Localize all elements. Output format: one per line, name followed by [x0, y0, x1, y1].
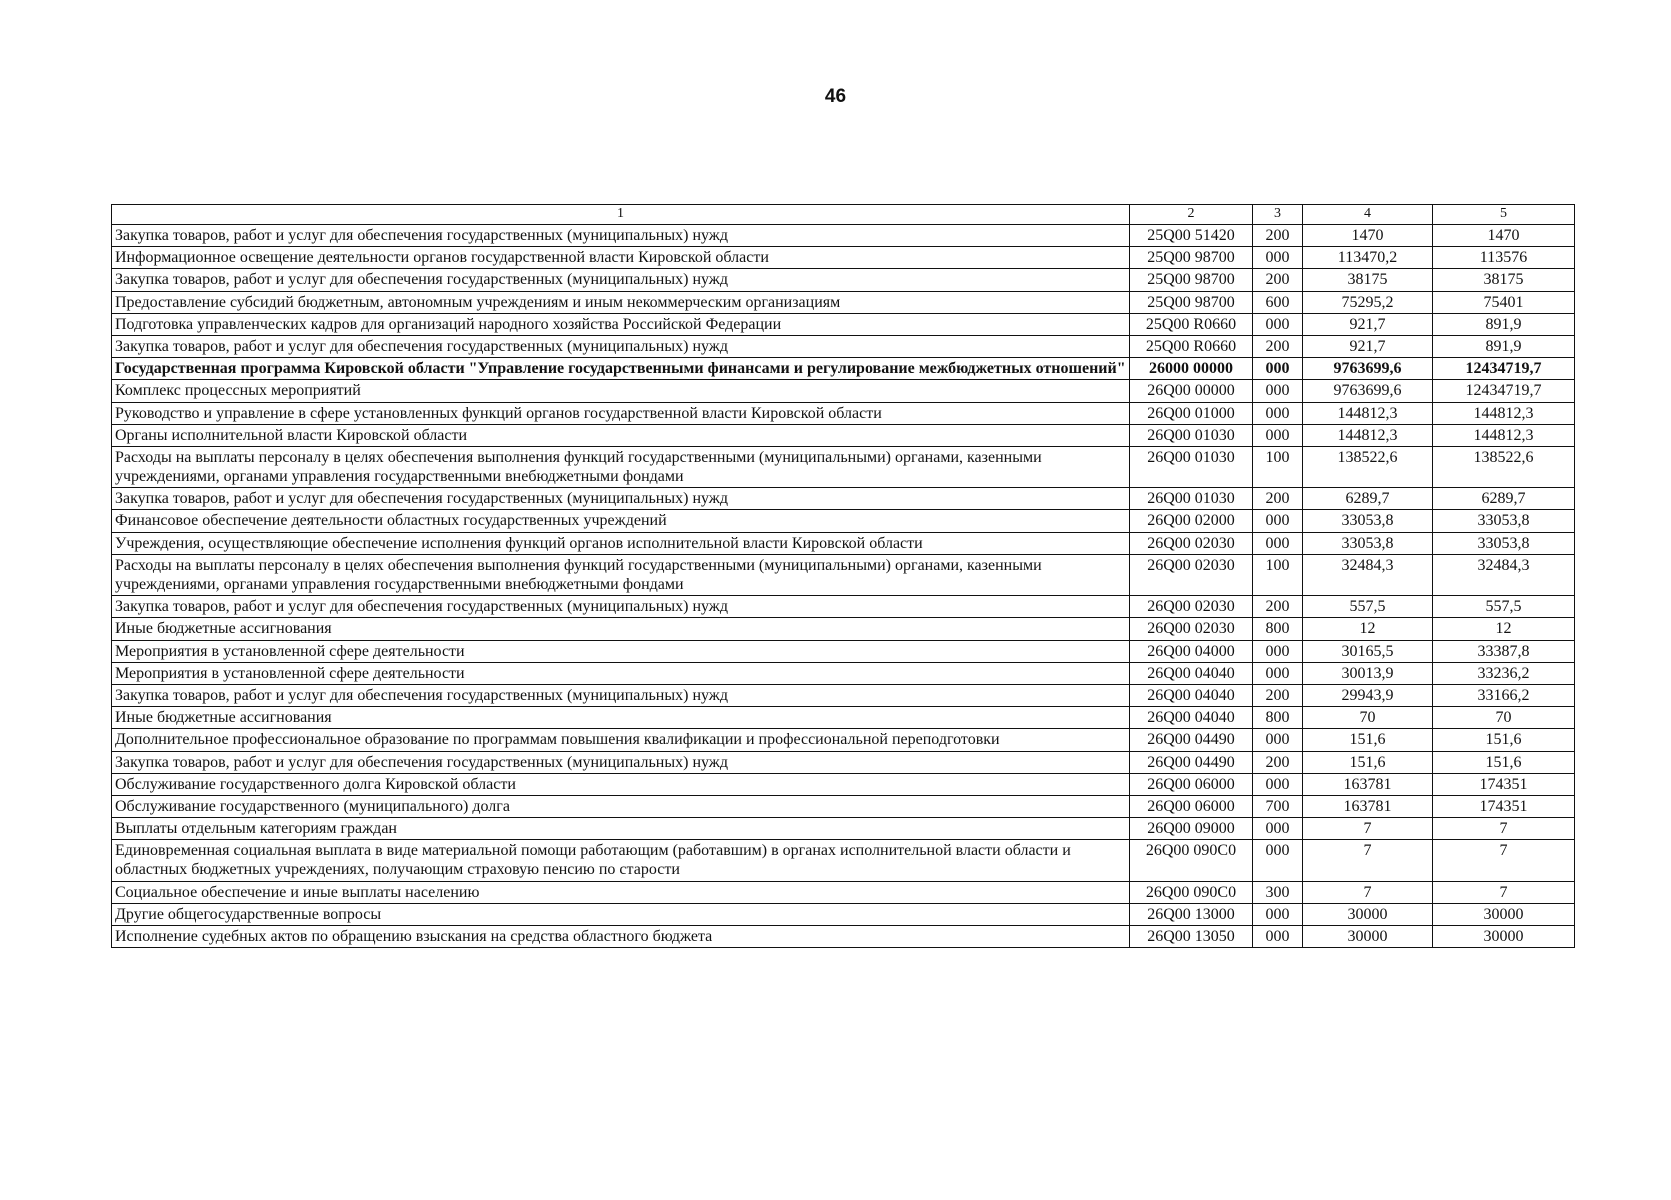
row-value-2-cell: 144812,3 [1433, 402, 1575, 424]
row-code-cell: 26Q00 04000 [1130, 640, 1253, 662]
row-value-2-cell: 33053,8 [1433, 510, 1575, 532]
table-row [112, 618, 1575, 640]
table-row [112, 424, 1575, 446]
row-value-1-cell: 163781 [1303, 795, 1433, 817]
row-value-1-cell: 33053,8 [1303, 532, 1433, 554]
table-row [112, 247, 1575, 269]
row-value-2-cell: 75401 [1433, 291, 1575, 313]
row-code-cell: 26Q00 01030 [1130, 424, 1253, 446]
row-value-2-cell: 33053,8 [1433, 532, 1575, 554]
row-name-cell: Закупка товаров, работ и услуг для обеспечения государственных (муниципальных) нужд [112, 335, 1130, 357]
row-type-cell: 000 [1253, 926, 1303, 948]
row-value-1-cell: 557,5 [1303, 596, 1433, 618]
row-value-1-cell: 1470 [1303, 225, 1433, 247]
row-name-cell: Обслуживание государственного долга Кировской области [112, 773, 1130, 795]
row-type-cell: 000 [1253, 729, 1303, 751]
row-value-2-cell: 7 [1433, 881, 1575, 903]
row-name-cell: Закупка товаров, работ и услуг для обеспечения государственных (муниципальных) нужд [112, 596, 1130, 618]
row-code-cell: 25Q00 R0660 [1130, 313, 1253, 335]
row-value-1-cell: 7 [1303, 818, 1433, 840]
row-value-1-cell: 151,6 [1303, 751, 1433, 773]
row-value-1-cell: 30165,5 [1303, 640, 1433, 662]
row-code-cell: 26Q00 00000 [1130, 380, 1253, 402]
row-value-2-cell: 33166,2 [1433, 684, 1575, 706]
table-row [112, 640, 1575, 662]
row-type-cell: 100 [1253, 554, 1303, 595]
row-value-1-cell: 7 [1303, 881, 1433, 903]
row-value-1-cell: 9763699,6 [1303, 358, 1433, 380]
row-type-cell: 300 [1253, 881, 1303, 903]
row-code-cell: 26Q00 13050 [1130, 926, 1253, 948]
row-type-cell: 000 [1253, 380, 1303, 402]
row-name-cell: Руководство и управление в сфере установленных функций органов государственной власти Кировской области [112, 402, 1130, 424]
row-value-1-cell: 921,7 [1303, 335, 1433, 357]
row-type-cell: 200 [1253, 335, 1303, 357]
row-value-2-cell: 30000 [1433, 903, 1575, 925]
budget-table [111, 204, 1575, 948]
row-type-cell: 200 [1253, 596, 1303, 618]
row-code-cell: 26Q00 02030 [1130, 596, 1253, 618]
row-name-cell: Закупка товаров, работ и услуг для обеспечения государственных (муниципальных) нужд [112, 751, 1130, 773]
row-value-1-cell: 144812,3 [1303, 402, 1433, 424]
row-name-cell: Иные бюджетные ассигнования [112, 618, 1130, 640]
table-row [112, 662, 1575, 684]
row-value-1-cell: 113470,2 [1303, 247, 1433, 269]
row-name-cell: Закупка товаров, работ и услуг для обеспечения государственных (муниципальных) нужд [112, 225, 1130, 247]
row-name-cell: Государственная программа Кировской области "Управление государственными финансами и регулирование межбюджетных отношений" [112, 358, 1130, 380]
row-code-cell: 26Q00 02000 [1130, 510, 1253, 532]
table-row [112, 795, 1575, 817]
row-name-cell: Органы исполнительной власти Кировской области [112, 424, 1130, 446]
row-code-cell: 26Q00 090C0 [1130, 840, 1253, 881]
row-code-cell: 26Q00 01030 [1130, 446, 1253, 487]
row-value-2-cell: 12434719,7 [1433, 358, 1575, 380]
table-row [112, 446, 1575, 487]
row-name-cell: Закупка товаров, работ и услуг для обеспечения государственных (муниципальных) нужд [112, 269, 1130, 291]
row-value-2-cell: 12 [1433, 618, 1575, 640]
row-code-cell: 26000 00000 [1130, 358, 1253, 380]
column-header-1: 1 [112, 205, 1130, 225]
row-value-1-cell: 33053,8 [1303, 510, 1433, 532]
row-type-cell: 200 [1253, 684, 1303, 706]
row-type-cell: 000 [1253, 840, 1303, 881]
table-row [112, 707, 1575, 729]
page-number: 46 [824, 86, 847, 107]
row-value-2-cell: 174351 [1433, 773, 1575, 795]
row-value-1-cell: 921,7 [1303, 313, 1433, 335]
row-code-cell: 26Q00 04040 [1130, 684, 1253, 706]
row-value-2-cell: 33236,2 [1433, 662, 1575, 684]
row-value-2-cell: 33387,8 [1433, 640, 1575, 662]
row-name-cell: Мероприятия в установленной сфере деятельности [112, 662, 1130, 684]
row-code-cell: 26Q00 02030 [1130, 618, 1253, 640]
table-row [112, 881, 1575, 903]
row-name-cell: Мероприятия в установленной сфере деятельности [112, 640, 1130, 662]
row-name-cell: Дополнительное профессиональное образование по программам повышения квалификации и профессиональной переподготовки [112, 729, 1130, 751]
table-row [112, 903, 1575, 925]
row-code-cell: 26Q00 09000 [1130, 818, 1253, 840]
table-header-row [112, 205, 1575, 225]
row-value-2-cell: 174351 [1433, 795, 1575, 817]
row-type-cell: 000 [1253, 818, 1303, 840]
row-code-cell: 26Q00 02030 [1130, 532, 1253, 554]
table-row [112, 729, 1575, 751]
row-value-1-cell: 12 [1303, 618, 1433, 640]
row-type-cell: 000 [1253, 402, 1303, 424]
row-value-2-cell: 7 [1433, 818, 1575, 840]
row-name-cell: Комплекс процессных мероприятий [112, 380, 1130, 402]
row-value-1-cell: 6289,7 [1303, 488, 1433, 510]
table-row [112, 818, 1575, 840]
row-code-cell: 26Q00 13000 [1130, 903, 1253, 925]
row-type-cell: 000 [1253, 903, 1303, 925]
row-type-cell: 800 [1253, 618, 1303, 640]
table-row [112, 313, 1575, 335]
table-row [112, 926, 1575, 948]
row-value-2-cell: 6289,7 [1433, 488, 1575, 510]
row-value-1-cell: 144812,3 [1303, 424, 1433, 446]
row-type-cell: 000 [1253, 662, 1303, 684]
row-name-cell: Расходы на выплаты персоналу в целях обеспечения выполнения функций государственными (муниципальными) органами, казенными учреждениями, органами управления государственными внебюджетными фондами [112, 446, 1130, 487]
row-value-2-cell: 32484,3 [1433, 554, 1575, 595]
row-code-cell: 26Q00 090C0 [1130, 881, 1253, 903]
row-value-1-cell: 138522,6 [1303, 446, 1433, 487]
row-value-1-cell: 29943,9 [1303, 684, 1433, 706]
row-code-cell: 25Q00 51420 [1130, 225, 1253, 247]
row-value-2-cell: 557,5 [1433, 596, 1575, 618]
column-header-4: 4 [1303, 205, 1433, 225]
row-type-cell: 000 [1253, 510, 1303, 532]
row-value-2-cell: 38175 [1433, 269, 1575, 291]
table-row [112, 510, 1575, 532]
table-row [112, 291, 1575, 313]
row-name-cell: Расходы на выплаты персоналу в целях обеспечения выполнения функций государственными (муниципальными) органами, казенными учреждениями, органами управления государственными внебюджетными фондами [112, 554, 1130, 595]
row-type-cell: 200 [1253, 269, 1303, 291]
table-row [112, 840, 1575, 881]
row-type-cell: 200 [1253, 488, 1303, 510]
table-row [112, 358, 1575, 380]
column-header-3: 3 [1253, 205, 1303, 225]
row-name-cell: Подготовка управленческих кадров для организаций народного хозяйства Российской Федерации [112, 313, 1130, 335]
row-code-cell: 26Q00 04490 [1130, 751, 1253, 773]
row-code-cell: 25Q00 98700 [1130, 269, 1253, 291]
row-name-cell: Учреждения, осуществляющие обеспечение исполнения функций органов исполнительной власти Кировской области [112, 532, 1130, 554]
column-header-2: 2 [1130, 205, 1253, 225]
row-value-1-cell: 151,6 [1303, 729, 1433, 751]
table-row [112, 380, 1575, 402]
table-row [112, 684, 1575, 706]
row-value-2-cell: 151,6 [1433, 751, 1575, 773]
table-row [112, 554, 1575, 595]
row-code-cell: 25Q00 98700 [1130, 291, 1253, 313]
row-value-1-cell: 30000 [1303, 903, 1433, 925]
row-type-cell: 800 [1253, 707, 1303, 729]
row-code-cell: 26Q00 04040 [1130, 662, 1253, 684]
table-row [112, 773, 1575, 795]
row-type-cell: 700 [1253, 795, 1303, 817]
row-value-2-cell: 70 [1433, 707, 1575, 729]
row-name-cell: Обслуживание государственного (муниципального) долга [112, 795, 1130, 817]
row-value-2-cell: 12434719,7 [1433, 380, 1575, 402]
row-name-cell: Информационное освещение деятельности органов государственной власти Кировской области [112, 247, 1130, 269]
row-value-2-cell: 30000 [1433, 926, 1575, 948]
row-code-cell: 25Q00 R0660 [1130, 335, 1253, 357]
row-value-2-cell: 1470 [1433, 225, 1575, 247]
row-name-cell: Предоставление субсидий бюджетным, автономным учреждениям и иным некоммерческим организациям [112, 291, 1130, 313]
table-row [112, 335, 1575, 357]
row-code-cell: 26Q00 04040 [1130, 707, 1253, 729]
row-value-1-cell: 30000 [1303, 926, 1433, 948]
row-value-2-cell: 891,9 [1433, 335, 1575, 357]
row-value-1-cell: 30013,9 [1303, 662, 1433, 684]
row-code-cell: 26Q00 02030 [1130, 554, 1253, 595]
table-row [112, 402, 1575, 424]
row-name-cell: Иные бюджетные ассигнования [112, 707, 1130, 729]
row-value-2-cell: 144812,3 [1433, 424, 1575, 446]
row-code-cell: 26Q00 01030 [1130, 488, 1253, 510]
row-code-cell: 25Q00 98700 [1130, 247, 1253, 269]
row-name-cell: Социальное обеспечение и иные выплаты населению [112, 881, 1130, 903]
row-code-cell: 26Q00 06000 [1130, 795, 1253, 817]
row-value-2-cell: 7 [1433, 840, 1575, 881]
row-value-1-cell: 32484,3 [1303, 554, 1433, 595]
row-type-cell: 000 [1253, 424, 1303, 446]
table-body [112, 225, 1575, 948]
row-name-cell: Финансовое обеспечение деятельности областных государственных учреждений [112, 510, 1130, 532]
row-type-cell: 200 [1253, 751, 1303, 773]
column-header-5: 5 [1433, 205, 1575, 225]
row-code-cell: 26Q00 06000 [1130, 773, 1253, 795]
row-name-cell: Другие общегосударственные вопросы [112, 903, 1130, 925]
row-type-cell: 000 [1253, 773, 1303, 795]
row-value-2-cell: 891,9 [1433, 313, 1575, 335]
row-type-cell: 200 [1253, 225, 1303, 247]
row-name-cell: Выплаты отдельным категориям граждан [112, 818, 1130, 840]
row-value-1-cell: 70 [1303, 707, 1433, 729]
row-name-cell: Единовременная социальная выплата в виде материальной помощи работающим (работавшим) в органах исполнительной власти области и областных бюджетных учреждениях, получающим страховую пенсию по старости [112, 840, 1130, 881]
row-value-1-cell: 75295,2 [1303, 291, 1433, 313]
row-type-cell: 000 [1253, 313, 1303, 335]
table-row [112, 532, 1575, 554]
row-type-cell: 100 [1253, 446, 1303, 487]
row-value-1-cell: 163781 [1303, 773, 1433, 795]
table-row [112, 751, 1575, 773]
row-name-cell: Закупка товаров, работ и услуг для обеспечения государственных (муниципальных) нужд [112, 488, 1130, 510]
row-code-cell: 26Q00 01000 [1130, 402, 1253, 424]
row-value-2-cell: 151,6 [1433, 729, 1575, 751]
row-type-cell: 000 [1253, 532, 1303, 554]
table-row [112, 488, 1575, 510]
row-type-cell: 000 [1253, 640, 1303, 662]
row-value-1-cell: 7 [1303, 840, 1433, 881]
table-row [112, 225, 1575, 247]
row-value-2-cell: 138522,6 [1433, 446, 1575, 487]
row-value-2-cell: 113576 [1433, 247, 1575, 269]
row-value-1-cell: 9763699,6 [1303, 380, 1433, 402]
row-type-cell: 000 [1253, 358, 1303, 380]
row-name-cell: Исполнение судебных актов по обращению взыскания на средства областного бюджета [112, 926, 1130, 948]
row-type-cell: 600 [1253, 291, 1303, 313]
row-code-cell: 26Q00 04490 [1130, 729, 1253, 751]
row-type-cell: 000 [1253, 247, 1303, 269]
row-value-1-cell: 38175 [1303, 269, 1433, 291]
table-row [112, 596, 1575, 618]
table-row [112, 269, 1575, 291]
row-name-cell: Закупка товаров, работ и услуг для обеспечения государственных (муниципальных) нужд [112, 684, 1130, 706]
